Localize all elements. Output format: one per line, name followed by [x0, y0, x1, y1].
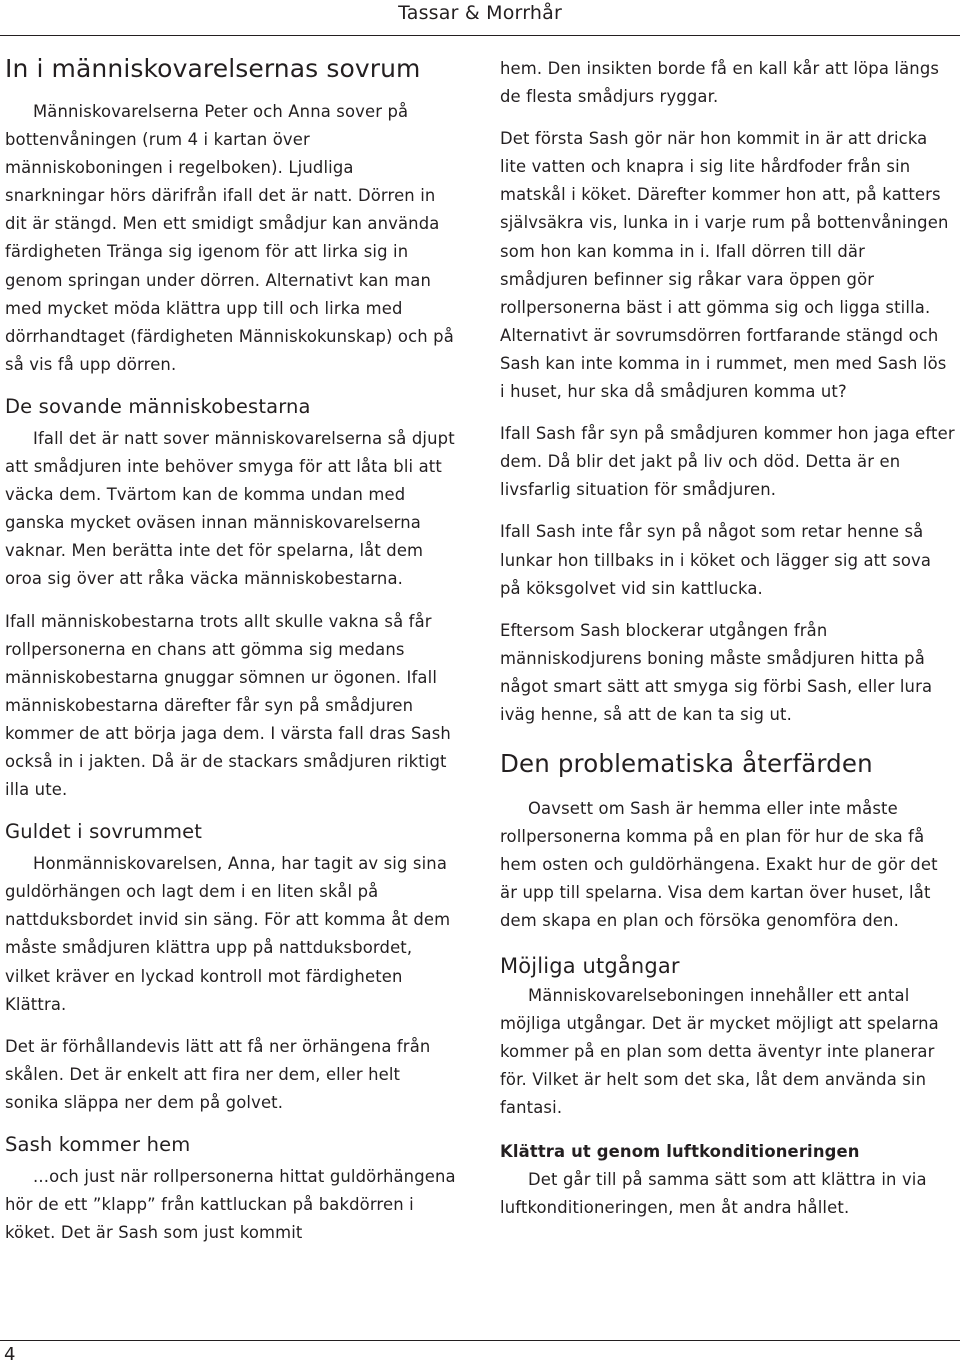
ac-paragraph: Det går till på samma sätt som att klättra in via luftkonditioneringen, men åt andra hållet. — [500, 1170, 927, 1218]
return-paragraph: Oavsett om Sash är hemma eller inte måste rollpersonerna komma på en plan för hur de ska få hem osten och guldörhängena. Exakt hur de gör det är upp till spelarna. Visa dem kartan över huset, låt dem skapa en plan och försöka genomföra den. — [500, 799, 938, 931]
sleeping-paragraph-1: Ifall det är natt sover människovarelserna så djupt att smådjuren inte behöver smyga för att låta bli att väcka dem. Tvärtom kan de komma undan med ganska mycket oväsen innan människovarelserna vaknar. Men berätta inte det för spelarna, låt dem oroa sig över att råka väcka människobestarna. — [5, 428, 455, 589]
sleeping-paragraph-2: Ifall människobestarna trots allt skulle vakna så får rollpersonerna en chans att gömma sig medans människobestarna gnuggar sömnen ur ögonen. Ifall människobestarna därefter får syn på smådjuren kommer de att börja jaga dem. I värsta fall dras Sash också in i jakten. Då är de stackars smådjuren riktigt illa ute. — [5, 611, 451, 800]
sash-heading: Sash kommer hem — [5, 1133, 191, 1156]
section-title: In i människovarelsernas sovrum — [5, 54, 421, 83]
continued-paragraph-1: hem. Den insikten borde få en kall kår att löpa längs de flesta smådjurs ryggar. — [500, 59, 940, 107]
sleeping-heading: De sovande människobestarna — [5, 394, 311, 418]
exits-heading: Möjliga utgångar — [500, 953, 680, 978]
continued-paragraph-3: Ifall Sash får syn på smådjuren kommer hon jaga efter dem. Då blir det jakt på liv och död. Detta är en livsfarlig situation för smådjuren. — [500, 424, 955, 500]
header-rule — [0, 35, 960, 36]
page-number: 4 — [4, 1344, 16, 1365]
footer-rule — [0, 1340, 960, 1341]
gold-paragraph-1: Honmänniskovarelsen, Anna, har tagit av sig sina guldörhängen och lagt dem i en liten skål på nattduksbordet invid sin säng. För att komma åt dem måste smådjuren klättra upp på nattduksbordet, vilket kräver en lyckad kontroll mot färdigheten Klättra. — [5, 854, 451, 1014]
ac-heading: Klättra ut genom luftkonditioneringen — [500, 1142, 860, 1161]
gold-heading: Guldet i sovrummet — [5, 820, 203, 844]
return-heading: Den problematiska återfärden — [500, 749, 873, 779]
intro-paragraph: Människovarelserna Peter och Anna sover på bottenvåningen (rum 4 i kartan över människoboningen i regelboken). Ljudliga snarkningar hörs därifrån ifall det är natt. Dörren in dit är stängd. Men ett smidigt smådjur kan använda färdigheten Tränga sig igenom för att lirka sig in genom springan under dörren. Alternativt kan man med mycket möda klättra upp till och lirka med dörrhandtaget (färdigheten Människokunskap) och på så vis få upp dörren. — [5, 102, 454, 374]
sash-paragraph-1: ...och just när rollpersonerna hittat guldörhängena hör de ett ”klapp” från kattluckan på bakdörren i köket. Det är Sash som just kommit — [5, 1167, 456, 1243]
continued-paragraph-4: Ifall Sash inte får syn på något som retar henne så lunkar hon tillbaks in i köket och lägger sig att sova på köksgolvet vid sin kattlucka. — [500, 522, 932, 598]
right-column — [500, 55, 955, 1236]
running-header-title: Tassar & Morrhår — [398, 2, 562, 24]
continued-paragraph-2: Det första Sash gör när hon kommit in är att dricka lite vatten och knapra i sig lite hårdfoder från sin matskål i köket. Därefter kommer hon att, på katters självsäkra vis, lunka in i varje rum på bottenvåningen som hon kan komma in i. Ifall dörren till där smådjuren befinner sig råkar vara öppen gör rollpersonerna bäst i att gömma sig och ligga stilla. Alternativt är sovrumsdörren fortfarande stängd och Sash kan inte komma in i rummet, men med Sash lös i huset, hur ska då smådjuren komma ut? — [500, 129, 949, 402]
exits-paragraph: Människovarelseboningen innehåller ett antal möjliga utgångar. Det är mycket möjligt att spelarna kommer på en plan som detta äventyr inte planerar för. Vilket är helt som det ska, låt dem använda sin fantasi. — [500, 985, 939, 1117]
left-column — [5, 48, 457, 1261]
gold-paragraph-2: Det är förhållandevis lätt att få ner örhängena från skålen. Det är enkelt att fira ner dem, eller helt sonika släppa ner dem på golvet. — [5, 1036, 431, 1112]
continued-paragraph-5: Eftersom Sash blockerar utgången från människodjurens boning måste smådjuren hitta på något smart sätt att smyga sig förbi Sash, eller lura iväg henne, så att de kan ta sig ut. — [500, 620, 933, 724]
